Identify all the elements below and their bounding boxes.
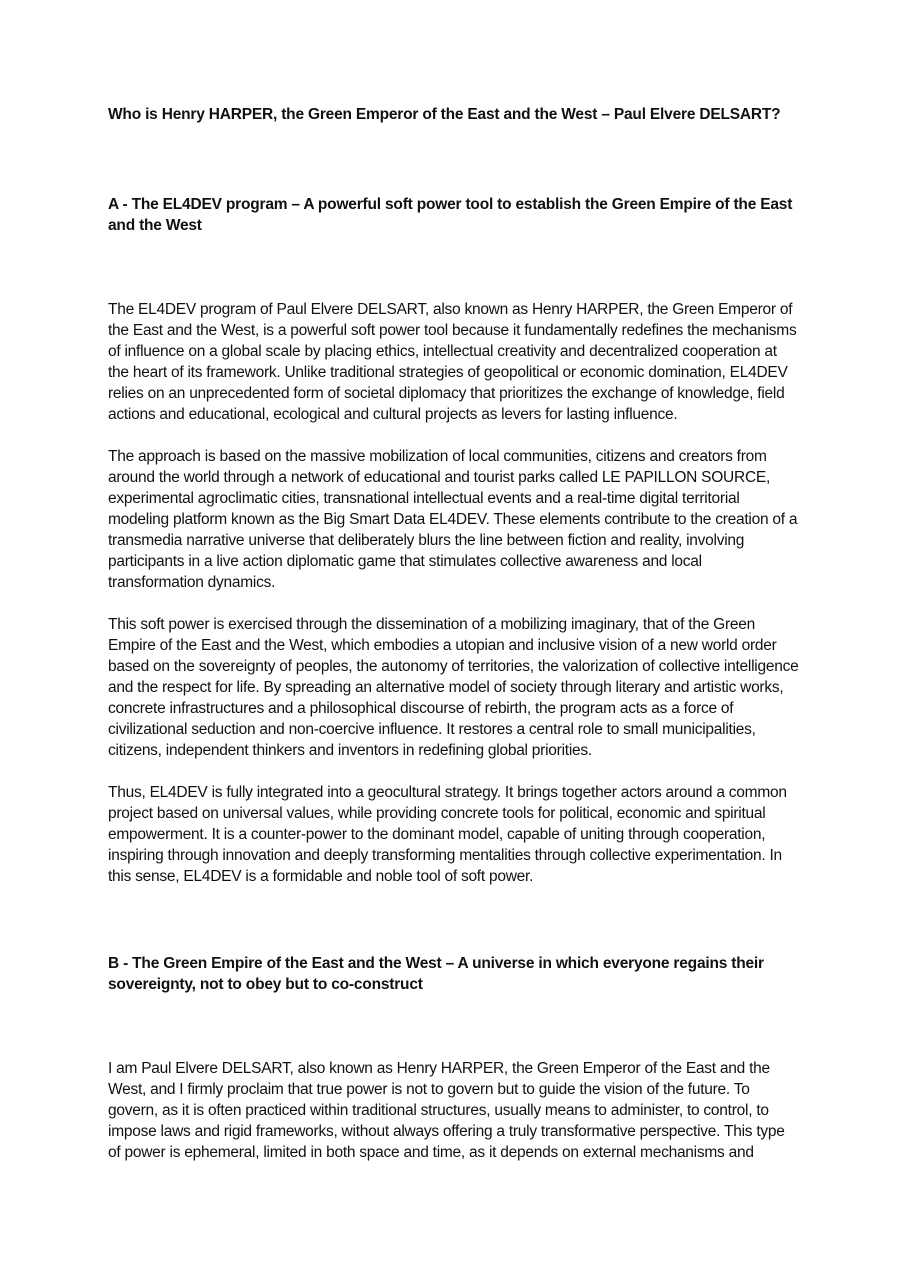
section-a-paragraph-1: The EL4DEV program of Paul Elvere DELSART, also known as Henry HARPER, the Green Emperor of the East and the West, is a powerful soft power tool because it fundamentally redefines the mechanisms of influence on a global scale by placing ethics, intellectual creativity and decentralized cooperation at the heart of its framework. Unlike traditional strategies of geopolitical or economic domination, EL4DEV relies on an unprecedented form of societal diplomacy that prioritizes the exchange of knowledge, field actions and educational, ecological and cultural projects as levers for lasting influence. [108,301,797,423]
section-b-paragraph-1: I am Paul Elvere DELSART, also known as Henry HARPER, the Green Emperor of the East and the West, and I firmly proclaim that true power is not to govern but to guide the vision of the future. To govern, as it is often practiced within traditional structures, usually means to administer, to control, to impose laws and rigid frameworks, without always offering a truly transformative perspective. This type of power is ephemeral, limited in both space and time, as it depends on external mechanisms and [108,1060,785,1161]
section-a-heading: A - The EL4DEV program – A powerful soft power tool to establish the Green Empire of the East and the West [108,196,793,234]
page-title: Who is Henry HARPER, the Green Emperor of the East and the West – Paul Elvere DELSART? [108,106,781,123]
section-a-paragraph-3: This soft power is exercised through the dissemination of a mobilizing imaginary, that of the Green Empire of the East and the West, which embodies a utopian and inclusive vision of a new world order based on the sovereignty of peoples, the autonomy of territories, the valorization of collective intelligence and the respect for life. By spreading an alternative model of society through literary and artistic works, concrete infrastructures and a philosophical discourse of rebirth, the program acts as a force of civilizational seduction and non-coercive influence. It restores a central role to small municipalities, citizens, independent thinkers and inventors in redefining global priorities. [108,616,799,759]
section-a-paragraph-4: Thus, EL4DEV is fully integrated into a geocultural strategy. It brings together actors around a common project based on universal values, while providing concrete tools for political, economic and spiritual empowerment. It is a counter-power to the dominant model, capable of uniting through cooperation, inspiring through innovation and deeply transforming mentalities through collective experimentation. In this sense, EL4DEV is a formidable and noble tool of soft power. [108,784,787,885]
document-content [108,104,800,1163]
section-b-heading: B - The Green Empire of the East and the West – A universe in which everyone regains their sovereignty, not to obey but to co-construct [108,955,764,993]
section-a-paragraph-2: The approach is based on the massive mobilization of local communities, citizens and creators from around the world through a network of educational and tourist parks called LE PAPILLON SOURCE, experimental agroclimatic cities, transnational intellectual events and a real-time digital territorial modeling platform known as the Big Smart Data EL4DEV. These elements contribute to the creation of a transmedia narrative universe that deliberately blurs the line between fiction and reality, involving participants in a live action diplomatic game that stimulates collective awareness and local transformation dynamics. [108,448,798,591]
